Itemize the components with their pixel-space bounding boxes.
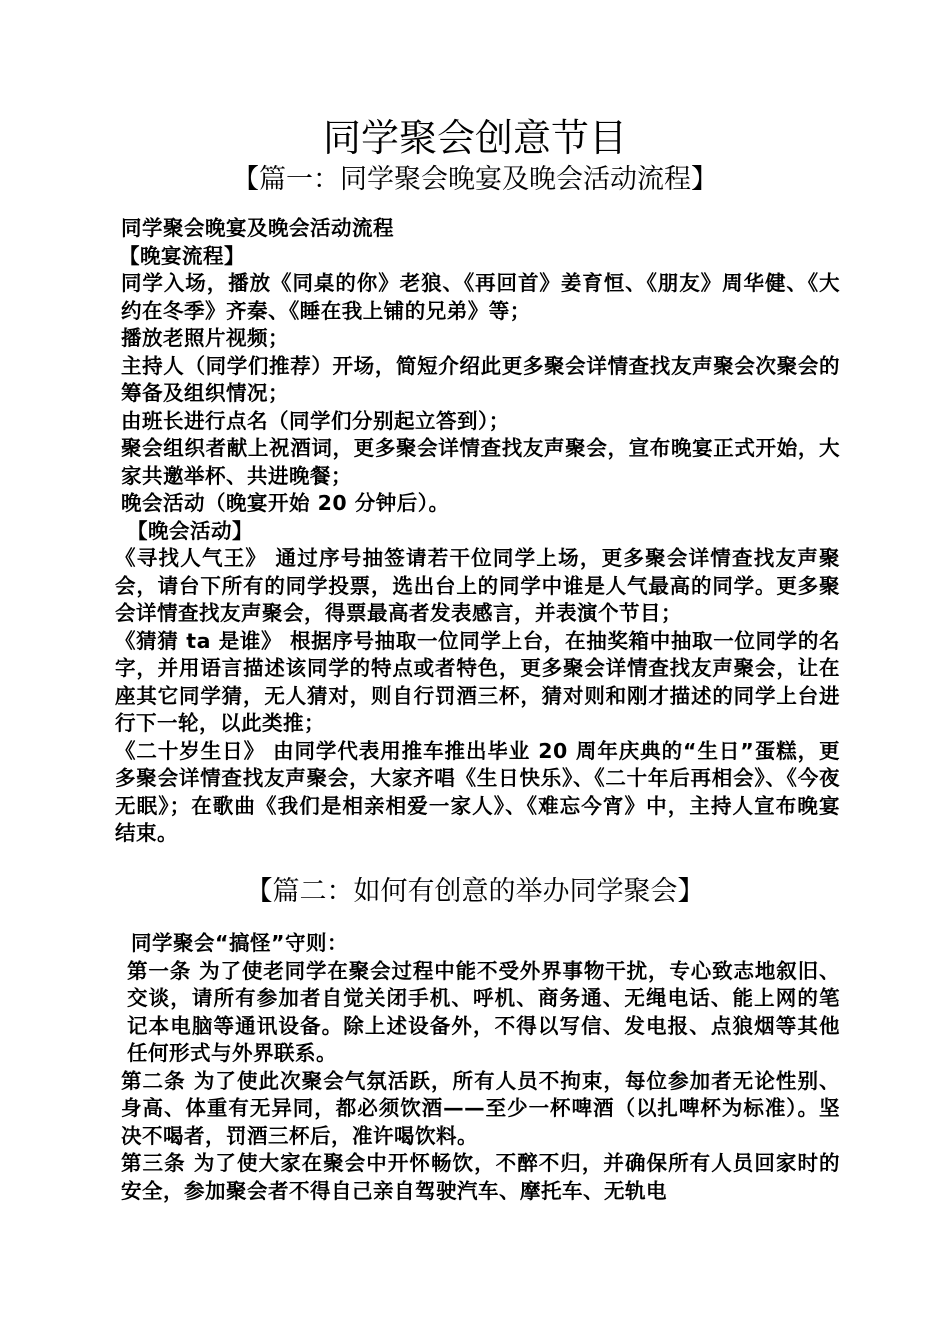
rule-item: 第二条 为了使此次聚会气氛活跃，所有人员不拘束，每位参加者无论性别、身高、体重有无异同，都必须饮酒——至少一杯啤酒（以扎啤杯为标准）。坚决不喝者，罚酒三杯后，准许喝饮料。 bbox=[121, 1068, 840, 1148]
party-item: 《猜猜 ta 是谁》 根据序号抽取一位同学上台，在抽奖箱中抽取一位同学的名字，并用语言描述该同学的特点或者特色，更多聚会详情查找友声聚会，让在座其它同学猜，无人猜对，则自行罚酒三杯，猜对则和刚才描述的同学上台进行下一轮，以此类推； bbox=[115, 628, 840, 735]
dinner-item: 同学入场，播放《同桌的你》老狼、《再回首》姜育恒、《朋友》周华健、《大约在冬季》齐秦、《睡在我上铺的兄弟》等； bbox=[121, 271, 840, 323]
party-activities-label: 【晚会活动】 bbox=[127, 518, 253, 543]
section-1-heading: 【篇一：同学聚会晚宴及晚会活动流程】 bbox=[232, 164, 718, 195]
dinner-flow-label: 【晚宴流程】 bbox=[119, 243, 245, 268]
rules-title: 同学聚会“搞怪”守则： bbox=[131, 931, 348, 955]
section-2-body bbox=[115, 930, 840, 1205]
section-2-heading: 【篇二：如何有创意的举办同学聚会】 bbox=[245, 876, 705, 907]
party-item: 《寻找人气王》 通过序号抽签请若干位同学上场，更多聚会详情查找友声聚会，请台下所有的同学投票，选出台上的同学中谁是人气最高的同学。更多聚会详情查找友声聚会，得票最高者发表感言，并表演个节目； bbox=[115, 546, 840, 625]
document-title: 同学聚会创意节目 bbox=[322, 116, 627, 160]
dinner-item: 晚会活动（晚宴开始 20 分钟后）。 bbox=[121, 491, 450, 515]
dinner-item: 聚会组织者献上祝酒词，更多聚会详情查找友声聚会，宣布晚宴正式开始，大家共邀举杯、共进晚餐； bbox=[121, 436, 840, 488]
section-1-subtitle: 同学聚会晚宴及晚会活动流程 bbox=[121, 216, 394, 240]
section-1-body bbox=[115, 215, 840, 848]
dinner-item: 由班长进行点名（同学们分别起立答到）； bbox=[121, 408, 510, 433]
rule-item: 第三条 为了使大家在聚会中开怀畅饮，不醉不归，并确保所有人员回家时的安全，参加聚会者不得自己亲自驾驶汽车、摩托车、无轨电 bbox=[121, 1151, 840, 1203]
dinner-item: 主持人（同学们推荐）开场，简短介绍此更多聚会详情查找友声聚会次聚会的筹备及组织情况； bbox=[121, 353, 840, 405]
dinner-item: 播放老照片视频； bbox=[121, 326, 289, 350]
rule-item: 第一条 为了使老同学在聚会过程中能不受外界事物干扰，专心致志地叙旧、交谈，请所有参加者自觉关闭手机、呼机、商务通、无绳电话、能上网的笔记本电脑等通讯设备。除上述设备外，不得以写信、发电报、点狼烟等其他任何形式与外界联系。 bbox=[127, 958, 840, 1065]
party-item: 《二十岁生日》 由同学代表用推车推出毕业 20 周年庆典的“生日”蛋糕，更多聚会详情查找友声聚会，大家齐唱《生日快乐》、《二十年后再相会》、《今夜无眠》；在歌曲《我们是相亲相爱一家人》、《难忘今宵》中，主持人宣布晚宴结束。 bbox=[115, 738, 840, 845]
